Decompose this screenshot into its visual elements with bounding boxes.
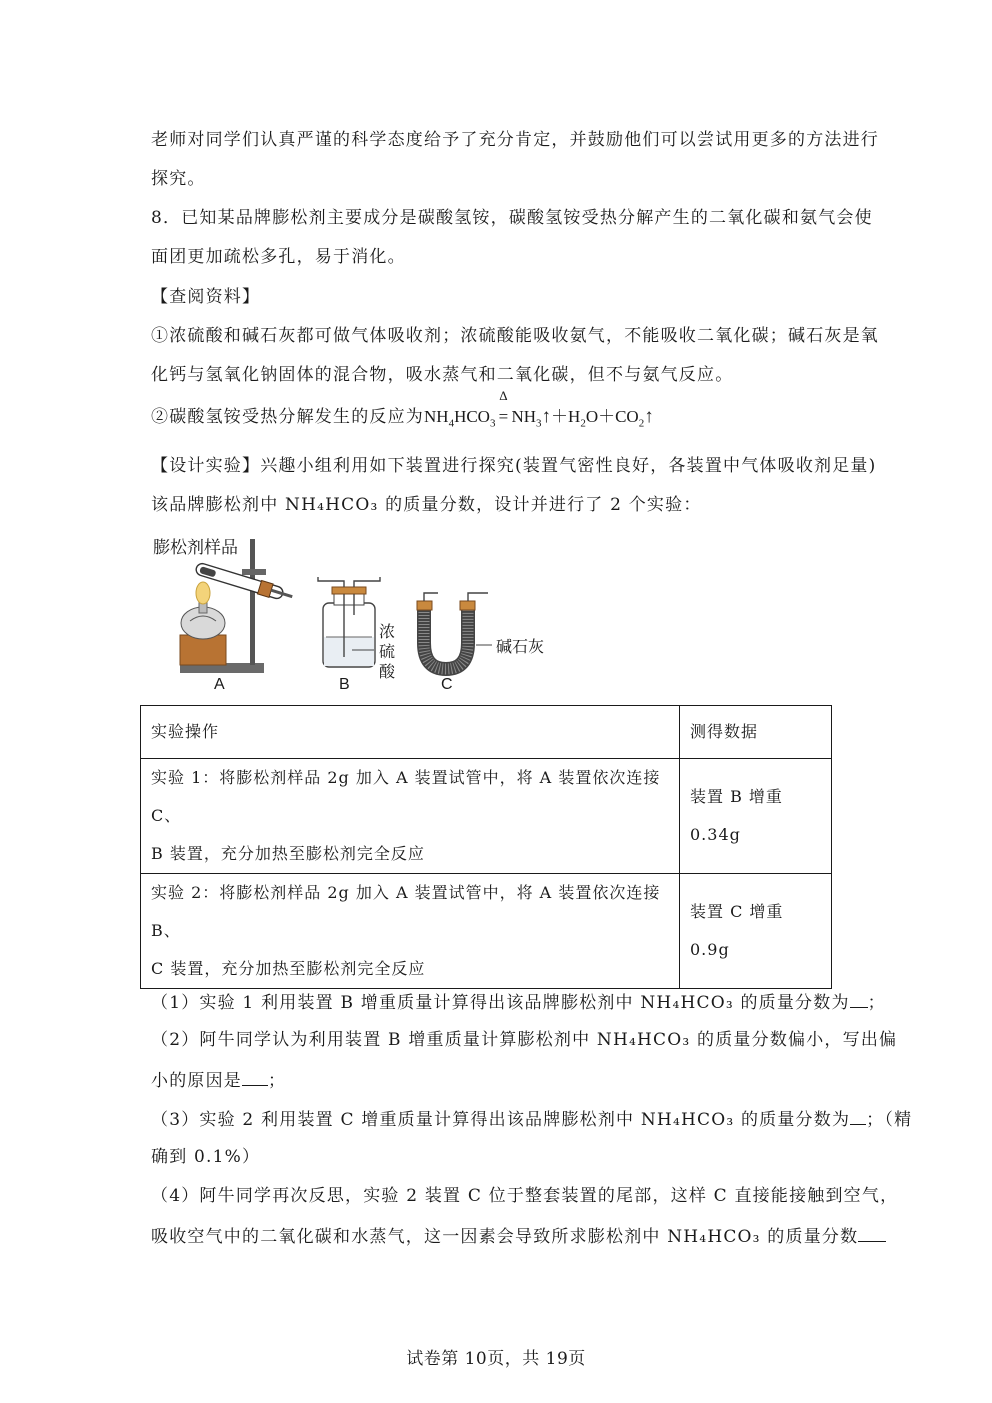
equation-prefix: ②碳酸氢铵受热分解发生的反应为	[151, 407, 424, 427]
lime-label: 碱石灰	[496, 639, 545, 656]
gas-arrow-1: ↑	[541, 406, 552, 427]
page-footer: 试卷第 10页，共 19页	[406, 1349, 586, 1369]
equation-reactant-sub2: 3	[489, 417, 496, 430]
row-1-operation-line-2: B 装置，充分加热至膨松剂完全反应	[151, 844, 425, 863]
row-2-operation-line-2: C 装置，充分加热至膨松剂完全反应	[151, 959, 426, 978]
subquestion-2-line-2	[151, 1067, 286, 1093]
apparatus-b	[318, 577, 380, 667]
design-line-1: 【设计实验】兴趣小组利用如下装置进行探究(装置气密性良好，各装置中气体吸收剂足量)	[151, 456, 877, 476]
product-1-sub: 3	[536, 417, 542, 430]
apparatus-label-b: B	[339, 676, 350, 693]
row-2-data: 装置 C 增重 0.9g	[680, 874, 832, 989]
apparatus-label-a: A	[214, 676, 225, 693]
plus-sign-2: ＋	[598, 407, 616, 426]
subquestion-4-line-1: （4）阿牛同学再次反思，实验 2 装置 C 位于整套装置的尾部，这样 C 直接能接触到空气，	[151, 1186, 899, 1206]
product-3: CO	[615, 407, 639, 426]
equation-reactant-sub1: 4	[448, 417, 455, 430]
equals-sign: =	[498, 407, 509, 426]
row-2-operation	[141, 874, 680, 989]
reference-2-equation	[151, 388, 654, 430]
subquestion-3-line-1	[151, 1106, 912, 1132]
product-2-tail: O	[585, 407, 599, 426]
question-8-line-2: 面团更加疏松多孔，易于消化。	[151, 247, 406, 267]
subquestion-1	[151, 989, 886, 1015]
equation-reactant-mid: HCO	[454, 407, 490, 426]
table-row	[141, 874, 832, 989]
answer-blank-2[interactable]	[242, 1067, 268, 1086]
heat-condition	[496, 388, 510, 429]
subquestion-2-line-1: （2）阿牛同学认为利用装置 B 增重质量计算膨松剂中 NH₄HCO₃ 的质量分数偏小，写出偏	[151, 1030, 898, 1050]
acid-label-1: 浓	[379, 624, 396, 641]
row-1-operation	[141, 759, 680, 874]
product-3-sub: 2	[638, 417, 645, 430]
answer-blank-3[interactable]	[850, 1106, 866, 1125]
subquestion-1-text: （1）实验 1 利用装置 B 增重质量计算得出该品牌膨松剂中 NH₄HCO₃ 的质量分数为	[151, 993, 850, 1013]
subquestion-3-line-2: 确到 0.1%）	[151, 1147, 261, 1167]
subquestion-3-text: （3）实验 2 利用装置 C 增重质量计算得出该品牌膨松剂中 NH₄HCO₃ 的质量分数为	[151, 1110, 851, 1130]
apparatus-c	[417, 593, 492, 669]
table-header-row	[141, 706, 832, 759]
product-1: NH	[511, 407, 537, 426]
heat-delta-symbol: Δ	[499, 388, 508, 403]
subquestion-4-text: 吸收空气中的二氧化碳和水蒸气，这一因素会导致所求膨松剂中 NH₄HCO₃ 的质量分数	[151, 1227, 859, 1247]
gas-arrow-2: ↑	[644, 406, 654, 427]
table-row	[141, 759, 832, 874]
subquestion-4-line-2	[151, 1223, 886, 1249]
sample-label: 膨松剂样品	[153, 538, 238, 557]
subquestion-1-end: ；	[867, 993, 886, 1013]
row-1-operation-line-1: 实验 1：将膨松剂样品 2g 加入 A 装置试管中，将 A 装置依次连接 C、	[151, 768, 661, 825]
subquestion-3-end: ；（精	[866, 1110, 913, 1130]
reference-heading: 【查阅资料】	[151, 287, 261, 307]
subquestion-2-end: ；	[268, 1071, 287, 1091]
header-operation: 实验操作	[141, 706, 680, 759]
intro-line-1: 老师对同学们认真严谨的科学态度给予了充分肯定，并鼓励他们可以尝试用更多的方法进行	[151, 130, 879, 150]
subquestion-2-text: 小的原因是	[151, 1071, 242, 1091]
plus-sign-1: ＋	[551, 407, 569, 426]
acid-label-2: 硫	[379, 644, 396, 661]
design-line-2: 该品牌膨松剂中 NH₄HCO₃ 的质量分数，设计并进行了 2 个实验：	[151, 495, 702, 515]
reference-1-line-1: ①浓硫酸和碱石灰都可做气体吸收剂；浓硫酸能吸收氨气，不能吸收二氧化碳；碱石灰是氧	[151, 326, 879, 346]
answer-blank-1[interactable]	[850, 989, 868, 1008]
reference-1-line-2: 化钙与氢氧化钠固体的混合物，吸水蒸气和二氧化碳，但不与氨气反应。	[151, 365, 734, 385]
question-8-line-1: 8．已知某品牌膨松剂主要成分是碳酸氢铵，碳酸氢铵受热分解产生的二氧化碳和氨气会使	[151, 208, 873, 228]
acid-label-3: 酸	[379, 664, 396, 681]
equation-reactant: NH	[424, 407, 449, 426]
product-2-sub: 2	[580, 417, 586, 430]
row-2-operation-line-1: 实验 2：将膨松剂样品 2g 加入 A 装置试管中，将 A 装置依次连接 B、	[151, 883, 661, 940]
intro-line-2: 探究。	[151, 169, 206, 189]
row-1-data: 装置 B 增重 0.34g	[680, 759, 832, 874]
experiment-table	[140, 705, 832, 989]
apparatus-label-c: C	[441, 676, 453, 693]
apparatus-a	[180, 539, 294, 673]
product-2: H	[568, 407, 581, 426]
header-data: 测得数据	[680, 706, 832, 759]
answer-blank-4[interactable]	[858, 1223, 886, 1242]
